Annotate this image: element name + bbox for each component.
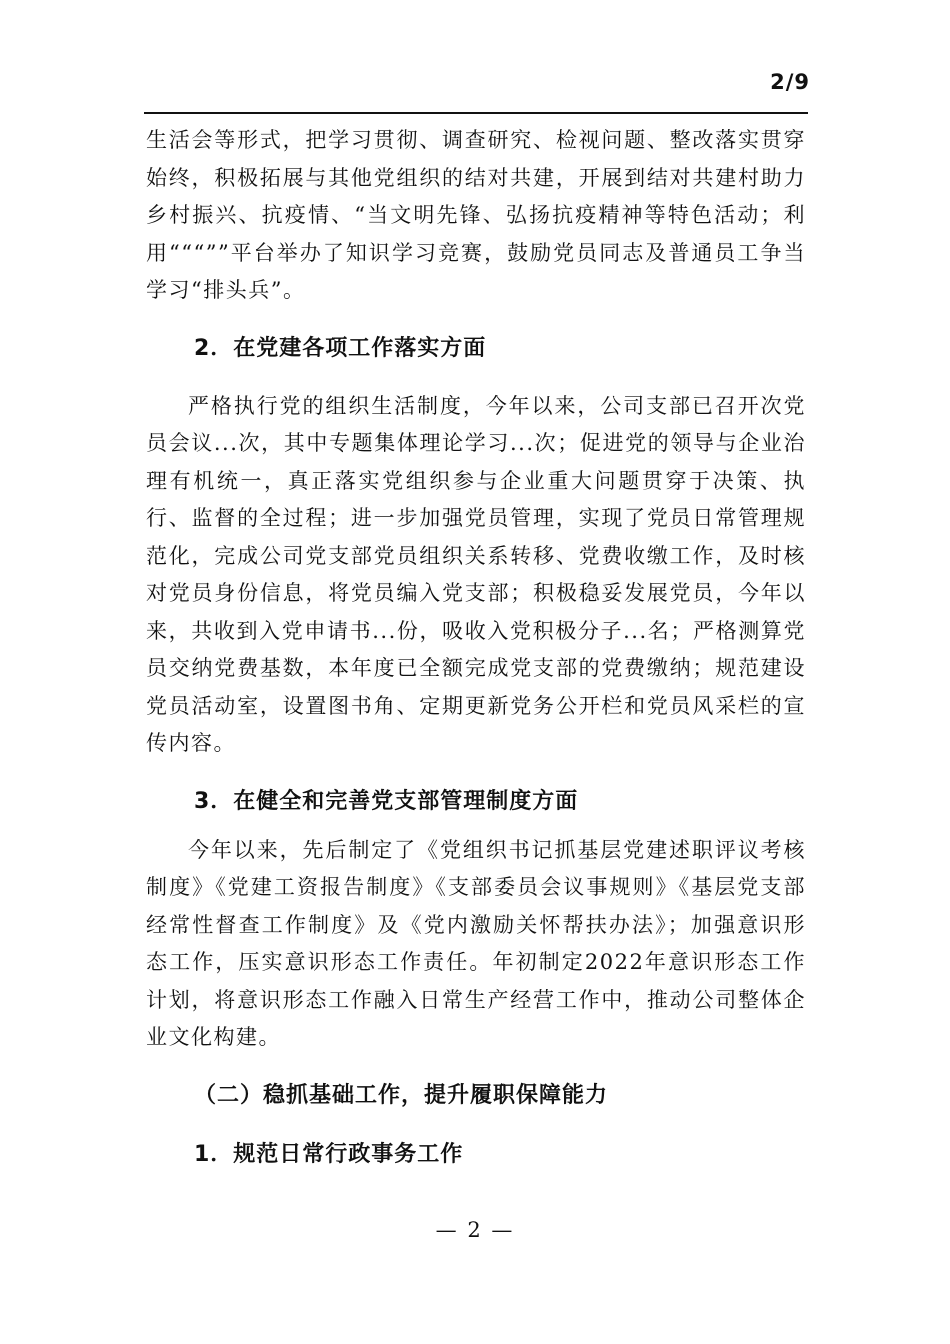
heading-section-two: （二）稳抓基础工作，提升履职保障能力 xyxy=(194,1082,609,1108)
paragraph-continuation: 生活会等形式，把学习贯彻、调查研究、检视问题、整改落实贯穿始终，积极拓展与其他党组织的结对共建，开展到结对共建村助力乡村振兴、抗疫情、“当文明先锋、弘扬抗疫精神等特色活动；利用“““””平台举办了知识学习竞赛，鼓励党员同志及普通员工争当学习“排头兵”。 xyxy=(146,128,806,302)
heading-party-building-implementation: 2．在党建各项工作落实方面 xyxy=(194,335,487,361)
header-rule xyxy=(144,112,808,114)
paragraph-branch-management-system: 今年以来，先后制定了《党组织书记抓基层党建述职评议考核制度》《党建工资报告制度》《支部委员会议事规则》《基层党支部经常性督查工作制度》及《党内激励关怀帮扶办法》；加强意识形态工作，压实意识形态工作责任。年初制定2022年意识形态工作计划，将意识形态工作融入日常生产经营工作中，推动公司整体企业文化构建。 xyxy=(146,837,806,1049)
heading-daily-admin: 1．规范日常行政事务工作 xyxy=(194,1141,464,1167)
heading-branch-management-system: 3．在健全和完善党支部管理制度方面 xyxy=(194,788,579,814)
paragraph-party-building-implementation: 严格执行党的组织生活制度，今年以来，公司支部已召开次党员会议...次，其中专题集体理论学习...次；促进党的领导与企业治理有机统一，真正落实党组织参与企业重大问题贯穿于决策、执行、监督的全过程；进一步加强党员管理，实现了党员日常管理规范化，完成公司党支部党员组织关系转移、党费收缴工作，及时核对党员身份信息，将党员编入党支部；积极稳妥发展党员，今年以来，共收到入党申请书...份，吸收入党积极分子...名；严格测算党员交纳党费基数，本年度已全额完成党支部的党费缴纳；规范建设党员活动室，设置图书角、定期更新党务公开栏和党员风采栏的宣传内容。 xyxy=(146,393,806,755)
document-body xyxy=(146,122,806,1173)
page-counter: 2/9 xyxy=(770,70,810,94)
footer-page-number: — 2 — xyxy=(435,1218,515,1242)
